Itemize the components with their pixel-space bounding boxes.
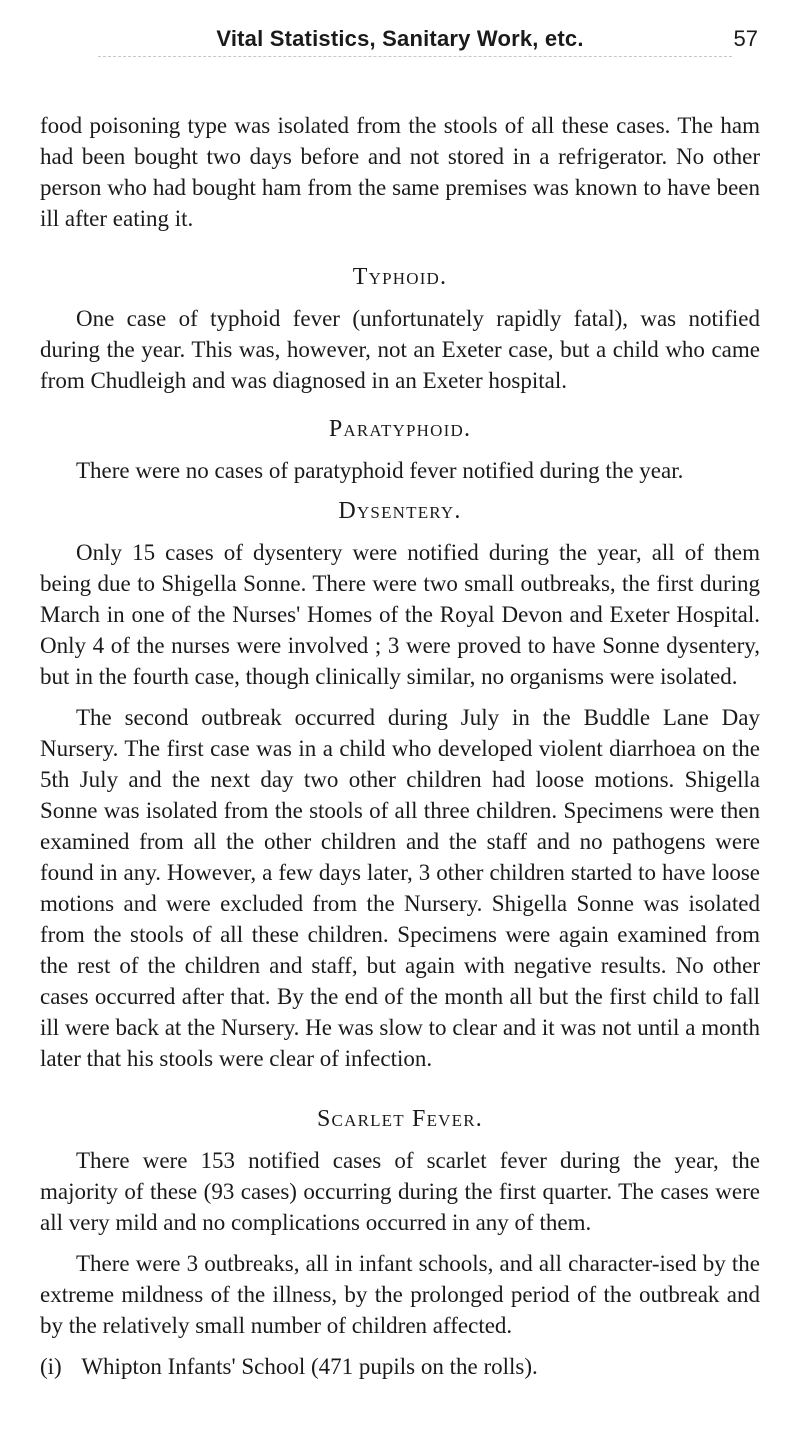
heading-paratyphoid: Paratyphoid. <box>328 416 472 442</box>
page-number: 57 <box>733 26 758 51</box>
dysentery-paragraph-1: Only 15 cases of dysentery were notified during the year, all of them being due to Shigella Sonne. There were two small outbreaks, the first during March in one of the Nurses' Homes of the Royal Devon and Exeter Hospital. Only 4 of the nurses were involved ; 3 were proved to have Sonne dysentery, but in the fourth case, though clinically similar, no organisms were isolated. <box>40 540 760 689</box>
header-title: Vital Statistics, Sanitary Work, etc. <box>216 26 584 51</box>
heading-dysentery: Dysentery. <box>338 498 462 524</box>
header-divider <box>98 56 732 57</box>
heading-typhoid: Typhoid. <box>352 264 448 290</box>
heading-scarlet-fever: Scarlet Fever. <box>317 1106 483 1132</box>
scarlet-fever-paragraph-2: There were 3 outbreaks, all in infant schools, and all character-ised by the extreme mildness of the illness, by the prolonged period of the outbreak and by the relatively small number of children affected. <box>40 1251 760 1338</box>
list-item <box>40 1351 760 1382</box>
page-body <box>40 60 760 1382</box>
list-item-number: (i) <box>40 1354 62 1379</box>
intro-paragraph: food poisoning type was isolated from the stools of all these cases. The ham had been bought two days before and not stored in a refrigerator. No other person who had bought ham from the same premises was known to have been ill after eating it. <box>40 113 760 231</box>
dysentery-paragraph-2: The second outbreak occurred during July in the Buddle Lane Day Nursery. The first case was in a child who developed violent diarrhoea on the 5th July and the next day two other children had loose motions. Shigella Sonne was isolated from the stools of all three children. Specimens were then examined from all the other children and the staff and no pathogens were found in any. However, a few days later, 3 other children started to have loose motions and were excluded from the Nursery. Shigella Sonne was isolated from the stools of all these children. Specimens were again examined from the rest of the children and staff, but again with negative results. No other cases occurred after that. By the end of the month all but the first child to fall ill were back at the Nursery. He was slow to clear and it was not until a month later that his stools were clear of infection. <box>40 705 760 1071</box>
typhoid-paragraph: One case of typhoid fever (unfortunately rapidly fatal), was notified during the year. This was, however, not an Exeter case, but a child who came from Chudleigh and was diagnosed in an Exeter hospital. <box>40 306 760 393</box>
running-header <box>38 0 762 60</box>
scarlet-fever-paragraph-1: There were 153 notified cases of scarlet fever during the year, the majority of these (93 cases) occurring during the first quarter. The cases were all very mild and no complications occurred in any of them. <box>40 1148 760 1235</box>
paratyphoid-paragraph: There were no cases of paratyphoid fever notified during the year. <box>76 458 684 483</box>
list-item-text: Whipton Infants' School (471 pupils on the rolls). <box>81 1354 538 1379</box>
